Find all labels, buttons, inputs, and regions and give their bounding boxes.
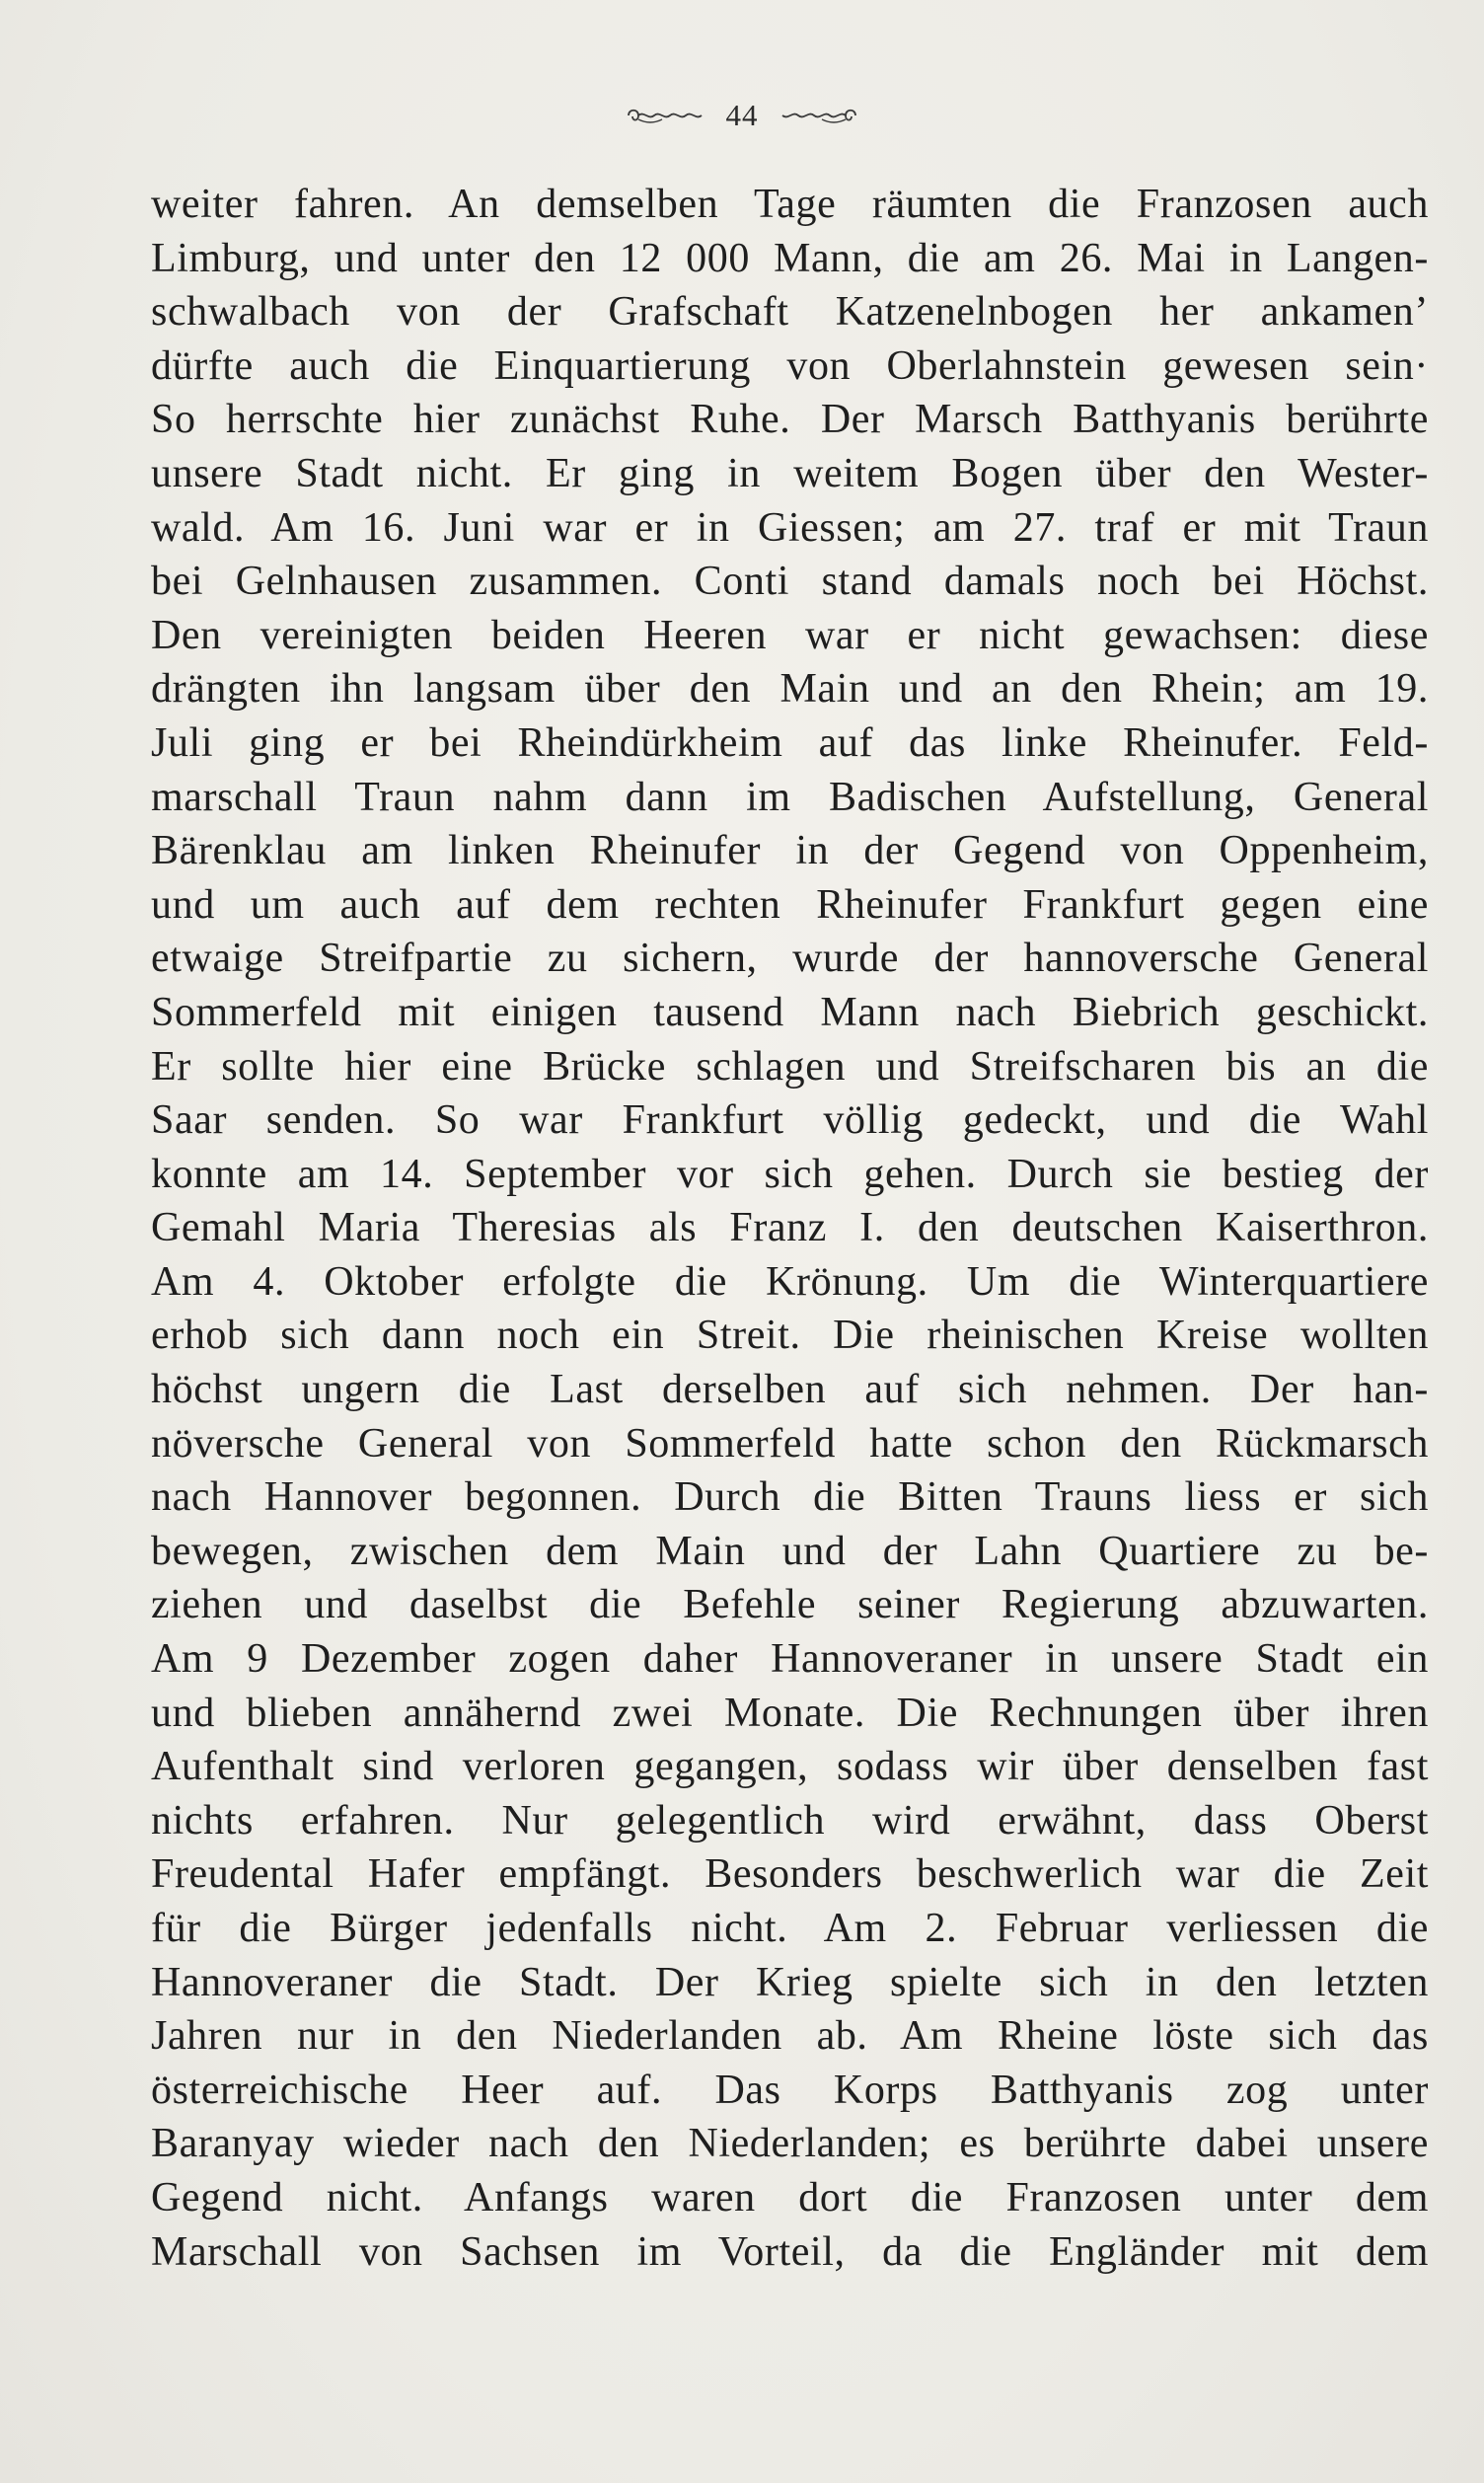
text-line-28: Am 9 Dezember zogen daher Hannoveraner in unsere Stadt ein [151, 1636, 1429, 1683]
text-line-23: höchst ungern die Last derselben auf sich nehmen. Der han- [151, 1367, 1429, 1413]
text-line-20: Gemahl Maria Theresias als Franz I. den deutschen Kaiserthron. [151, 1205, 1429, 1251]
text-line-21: Am 4. Oktober erfolgte die Krönung. Um die Winterquartiere [151, 1258, 1429, 1305]
text-line-33: für die Bürger jedenfalls nicht. Am 2. Februar verliessen die [151, 1906, 1429, 1951]
text-line-34: Hannoveraner die Stadt. Der Krieg spielte sich in den letzten [151, 1959, 1429, 2005]
text-line-2: Limburg, und unter den 12 000 Mann, die am 26. Mai in Langen- [151, 235, 1429, 281]
text-line-1: weiter fahren. An demselben Tage räumten die Franzosen auch [151, 182, 1429, 227]
text-line-6: unsere Stadt nicht. Er ging in weitem Bogen über den Wester- [151, 450, 1429, 496]
text-line-4: dürfte auch die Einquartierung von Oberlahnstein gewesen sein· [151, 342, 1429, 389]
text-line-35: Jahren nur in den Niederlanden ab. Am Rheine löste sich das [151, 2013, 1429, 2060]
body-text [151, 178, 1429, 2279]
text-line-38: Gegend nicht. Anfangs waren dort die Franzosen unter dem [151, 2174, 1429, 2220]
text-line-19: konnte am 14. September vor sich gehen. Durch sie bestieg der [151, 1151, 1429, 1197]
text-line-15: etwaige Streifpartie zu sichern, wurde der hannoversche General [151, 936, 1429, 982]
text-line-29: und blieben annähernd zwei Monate. Die Rechnungen über ihren [151, 1690, 1429, 1736]
text-line-14: und um auch auf dem rechten Rheinufer Frankfurt gegen eine [151, 881, 1429, 928]
text-line-30: Aufenthalt sind verloren gegangen, sodass wir über denselben fast [151, 1744, 1429, 1790]
text-line-17: Er sollte hier eine Brücke schlagen und Streifscharen bis an die [151, 1043, 1429, 1090]
text-line-18: Saar senden. So war Frankfurt völlig gedeckt, und die Wahl [151, 1097, 1429, 1144]
text-line-8: bei Gelnhausen zusammen. Conti stand damals noch bei Höchst. [151, 559, 1429, 605]
right-ornament-icon [780, 105, 859, 126]
text-line-24: növersche General von Sommerfeld hatte schon den Rückmarsch [151, 1420, 1429, 1467]
text-line-25: nach Hannover begonnen. Durch die Bitten Trauns liess er sich [151, 1474, 1429, 1521]
left-ornament-icon [625, 105, 704, 126]
text-line-13: Bärenklau am linken Rheinufer in der Gegend von Oppenheim, [151, 828, 1429, 874]
text-line-11: Juli ging er bei Rheindürkheim auf das linke Rheinufer. Feld- [151, 719, 1429, 766]
text-line-37: Baranyay wieder nach den Niederlanden; es berührte dabei unsere [151, 2121, 1429, 2167]
text-line-7: wald. Am 16. Juni war er in Giessen; am 27. traf er mit Traun [151, 504, 1429, 551]
text-line-5: So herrschte hier zunächst Ruhe. Der Marsch Batthyanis berührte [151, 397, 1429, 443]
text-line-27: ziehen und daselbst die Befehle seiner Regierung abzuwarten. [151, 1582, 1429, 1628]
text-line-26: bewegen, zwischen dem Main und der Lahn Quartiere zu be- [151, 1528, 1429, 1574]
page-header [0, 95, 1484, 133]
text-line-16: Sommerfeld mit einigen tausend Mann nach Biebrich geschickt. [151, 989, 1429, 1035]
text-line-39: Marschall von Sachsen im Vorteil, da die Engländer mit dem [151, 2228, 1429, 2275]
text-line-22: erhob sich dann noch ein Streit. Die rheinischen Kreise wollten [151, 1313, 1429, 1359]
page-number: 44 [725, 97, 759, 132]
text-line-9: Den vereinigten beiden Heeren war er nicht gewachsen: diese [151, 612, 1429, 658]
text-line-12: marschall Traun nahm dann im Badischen Aufstellung, General [151, 774, 1429, 820]
text-line-10: drängten ihn langsam über den Main und an den Rhein; am 19. [151, 666, 1429, 713]
text-line-36: österreichische Heer auf. Das Korps Batthyanis zog unter [151, 2067, 1429, 2113]
text-line-32: Freudental Hafer empfängt. Besonders beschwerlich war die Zeit [151, 1851, 1429, 1898]
text-line-31: nichts erfahren. Nur gelegentlich wird erwähnt, dass Oberst [151, 1797, 1429, 1843]
text-line-3: schwalbach von der Grafschaft Katzenelnbogen her ankamen’ [151, 289, 1429, 336]
